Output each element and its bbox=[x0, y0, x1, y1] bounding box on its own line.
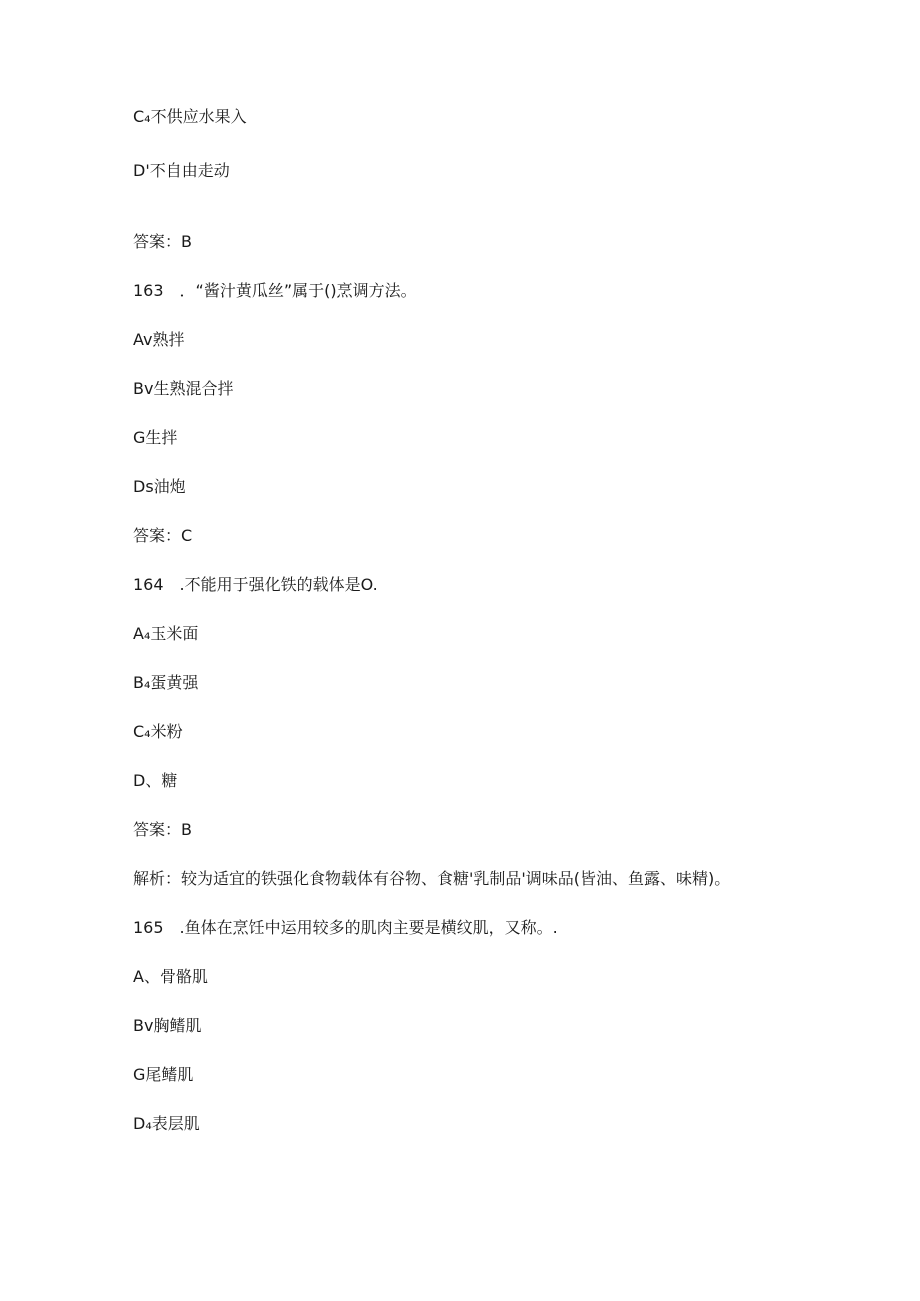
option-163-d: Ds油炮 bbox=[133, 477, 186, 496]
option-164-a: A₄玉米面 bbox=[133, 624, 199, 643]
option-163-b: Bv生熟混合拌 bbox=[133, 379, 234, 398]
option-163-a: Av熟拌 bbox=[133, 330, 185, 349]
option-164-b: B₄蛋黄强 bbox=[133, 673, 199, 692]
option-d-prev: D'不自由走动 bbox=[133, 161, 230, 180]
option-164-d: D、糖 bbox=[133, 771, 178, 790]
question-164: 164 .不能用于强化铁的载体是O. bbox=[133, 575, 378, 594]
option-165-a: A、骨骼肌 bbox=[133, 967, 208, 986]
option-164-c: C₄米粉 bbox=[133, 722, 183, 741]
answer-164: 答案：B bbox=[133, 820, 192, 839]
answer-163: 答案：C bbox=[133, 526, 193, 545]
explanation-164: 解析：较为适宜的铁强化食物载体有谷物、食糖'乳制品'调味品(皆油、鱼露、味精)。 bbox=[133, 869, 731, 888]
option-165-d: D₄表层肌 bbox=[133, 1114, 200, 1133]
option-c-prev: C₄不供应水果入 bbox=[133, 107, 247, 126]
option-165-b: Bv胸鳍肌 bbox=[133, 1016, 202, 1035]
option-165-c: G尾鳍肌 bbox=[133, 1065, 194, 1084]
answer-162: 答案：B bbox=[133, 232, 192, 251]
option-163-c: G生拌 bbox=[133, 428, 178, 447]
question-165: 165 .鱼体在烹饪中运用较多的肌肉主要是横纹肌，又称。. bbox=[133, 918, 558, 937]
question-163: 163 ．“酱汁黄瓜丝”属于()烹调方法。 bbox=[133, 281, 417, 300]
